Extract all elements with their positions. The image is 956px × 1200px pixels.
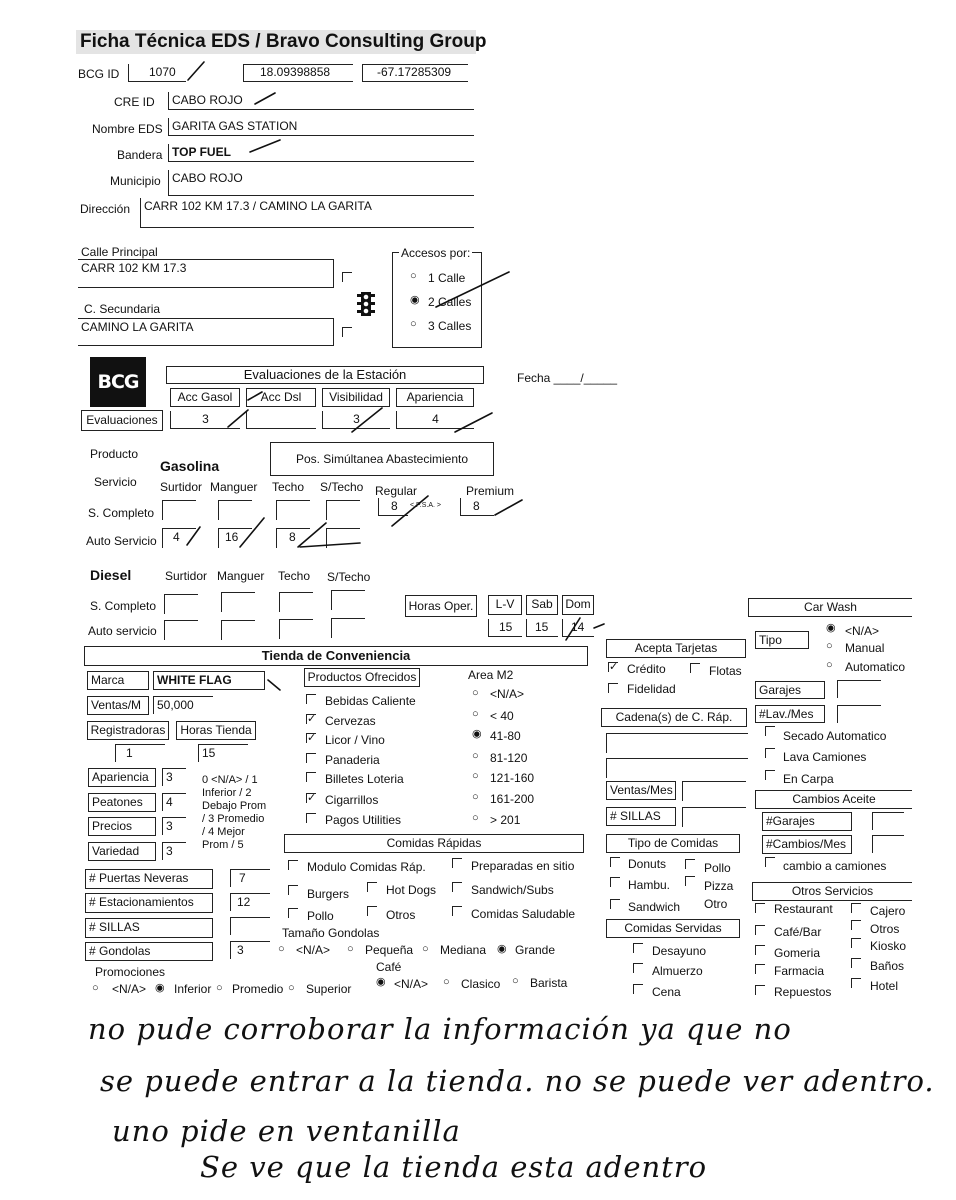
note-line-1: no pude corroborar la información ya que no [88, 1012, 792, 1046]
promo-inferior-radio[interactable]: ◉ [155, 982, 165, 994]
calle-principal-label: Calle Principal [81, 245, 158, 259]
registradoras-field[interactable]: 1 [115, 744, 165, 762]
gas-col-stecho: S/Techo [320, 480, 364, 494]
promociones-label: Promociones [95, 965, 166, 979]
accesos-2-label: 2 Calles [428, 295, 472, 309]
dsl-col-manguer: Manguer [217, 569, 265, 583]
note-line-3: uno pide en ventanilla [112, 1114, 461, 1148]
rating-variedad-value[interactable]: 3 [162, 842, 186, 860]
secado-label: Secado Automatico [783, 729, 887, 743]
tamano-na-label: <N/A> [296, 943, 331, 957]
dsl-col-techo: Techo [278, 569, 311, 583]
promo-na-label: <N/A> [112, 982, 147, 996]
modulo-label: Modulo Comidas Ráp. [307, 860, 426, 874]
area-201-label: > 201 [490, 813, 521, 827]
scale-line-2: Inferior / 2 [202, 787, 252, 799]
cafe-clasico-label: Clasico [461, 977, 501, 991]
registradoras-label: Registradoras [87, 721, 169, 740]
hotdogs-label: Hot Dogs [386, 883, 437, 897]
tamano-pequena-radio[interactable]: ○ [347, 943, 354, 955]
prod-panaderia-label: Panaderia [325, 753, 380, 767]
tamano-grande-radio[interactable]: ◉ [497, 943, 507, 955]
preparadas-label: Preparadas en sitio [471, 859, 575, 873]
accesos-3-label: 3 Calles [428, 319, 472, 333]
scale-line-3: Debajo Prom [202, 800, 267, 812]
servicio-label: Servicio [94, 475, 137, 489]
ventas-m-field[interactable]: 50,000 [153, 696, 213, 714]
prod-bebidas-label: Bebidas Caliente [325, 694, 416, 708]
cw-na-label: <N/A> [845, 624, 880, 638]
producto-label: Producto [90, 447, 139, 461]
prod-pagos-label: Pagos Utilities [325, 813, 402, 827]
otros-servicios-title: Otros Servicios [752, 882, 912, 901]
horas-lv-value[interactable]: 15 [488, 619, 522, 637]
area-161-200-label: 161-200 [490, 792, 535, 806]
cre-id-label: CRE ID [114, 95, 155, 109]
productos-title: Productos Ofrecidos [304, 668, 420, 687]
premium-value[interactable]: 8 [460, 498, 494, 516]
page-title: Ficha Técnica EDS / Bravo Consulting Group [80, 31, 487, 52]
area-121-160-label: 121-160 [490, 771, 535, 785]
bandera-label: Bandera [117, 148, 163, 162]
estacionamientos-label: # Estacionamientos [85, 893, 213, 913]
pizza-label: Pizza [704, 879, 734, 893]
horas-col-sab: Sab [526, 595, 558, 615]
premium-label: Premium [466, 484, 515, 498]
accesos-1-label: 1 Calle [428, 271, 466, 285]
car-wash-title: Car Wash [748, 598, 912, 617]
area-40-label: < 40 [490, 709, 514, 723]
rating-apariencia-value[interactable]: 3 [162, 768, 186, 786]
gondolas-field[interactable]: 3 [230, 941, 270, 959]
bcg-logo: BCG [90, 357, 146, 407]
accesos-1-radio[interactable]: ○ [410, 270, 417, 282]
accesos-label: Accesos por: [401, 246, 471, 260]
municipio-label: Municipio [110, 174, 161, 188]
cafe-label: Café [376, 960, 402, 974]
eval-visibilidad-value[interactable]: 3 [322, 411, 390, 429]
estacionamientos-field[interactable]: 12 [230, 893, 270, 911]
cafe-clasico-radio[interactable]: ○ [443, 976, 450, 988]
evaluaciones-label: Evaluaciones [81, 410, 163, 431]
gas-as-surtidor[interactable]: 4 [162, 528, 196, 548]
comidas-rapidas-title: Comidas Rápidas [284, 834, 584, 853]
area-201-radio[interactable]: ○ [472, 812, 479, 824]
cambios-aceite-title: Cambios Aceite [755, 790, 912, 809]
gas-col-techo: Techo [272, 480, 305, 494]
cajero-label: Cajero [870, 904, 906, 918]
cre-id-field[interactable]: CABO ROJO [168, 92, 474, 110]
burgers-label: Burgers [307, 887, 350, 901]
cena-label: Cena [652, 985, 681, 999]
prod-licor-label: Licor / Vino [325, 733, 385, 747]
bcg-id-label: BCG ID [78, 67, 120, 81]
cw-auto-label: Automatico [845, 660, 906, 674]
en-carpa-label: En Carpa [783, 772, 834, 786]
tamano-grande-label: Grande [515, 943, 556, 957]
eval-col-acc-dsl: Acc Dsl [246, 388, 316, 407]
cafe-na-radio[interactable]: ◉ [376, 976, 386, 988]
puertas-neveras-field[interactable]: 7 [230, 869, 270, 887]
cw-manual-label: Manual [845, 641, 885, 655]
gasolina-title: Gasolina [160, 458, 220, 474]
promo-superior-label: Superior [306, 982, 352, 996]
garajes-label: Garajes [755, 681, 825, 699]
puertas-neveras-label: # Puertas Neveras [85, 869, 213, 889]
dsl-col-surtidor: Surtidor [165, 569, 208, 583]
pos-simultanea-label: Pos. Simúltanea Abastecimiento [270, 442, 494, 476]
promo-promedio-radio[interactable]: ○ [216, 982, 223, 994]
area-na-label: <N/A> [490, 687, 525, 701]
scale-line-5: / 4 Mejor [202, 826, 245, 838]
ventas-m-label: Ventas/M [87, 696, 149, 715]
gas-col-manguer: Manguer [210, 480, 258, 494]
area-41-80-radio[interactable]: ◉ [472, 728, 482, 740]
hambu-label: Hambu. [628, 878, 671, 892]
scale-line-4: / 3 Promedio [202, 813, 265, 825]
longitude-field[interactable]: -67.17285309 [362, 64, 468, 82]
donuts-label: Donuts [628, 857, 667, 871]
prod-cervezas-checkbox[interactable]: ✓ [307, 713, 317, 725]
restaurant-label: Restaurant [774, 902, 833, 916]
horas-tienda-label: Horas Tienda [176, 721, 256, 740]
cw-manual-radio[interactable]: ○ [826, 640, 833, 652]
area-40-radio[interactable]: ○ [472, 708, 479, 720]
eval-apariencia-value[interactable]: 4 [396, 411, 474, 429]
gomeria-label: Gomeria [774, 946, 821, 960]
promo-na-radio[interactable]: ○ [92, 982, 99, 994]
flotas-label: Flotas [709, 664, 742, 678]
evaluaciones-title: Evaluaciones de la Estación [166, 366, 484, 384]
credito-checkbox[interactable]: ✓ [609, 661, 619, 673]
eval-acc-gasol-value[interactable]: 3 [170, 411, 240, 429]
rating-precios-value[interactable]: 3 [162, 817, 186, 835]
sandwich-tipo-label: Sandwich [628, 900, 681, 914]
area-81-120-radio[interactable]: ○ [472, 750, 479, 762]
prod-billetes-label: Billetes Loteria [325, 772, 404, 786]
regular-value[interactable]: 8 [378, 498, 408, 516]
cambios-garajes-label: #Garajes [762, 812, 852, 831]
accesos-3-radio[interactable]: ○ [410, 318, 417, 330]
dsl-col-stecho: S/Techo [327, 570, 371, 584]
area-m2-label: Area M2 [468, 668, 514, 682]
desayuno-label: Desayuno [652, 944, 707, 958]
hotel-label: Hotel [870, 979, 899, 993]
saludable-label: Comidas Saludable [471, 907, 576, 921]
calle-secundaria-label: C. Secundaria [84, 302, 161, 316]
banos-label: Baños [870, 959, 905, 973]
area-41-80-label: 41-80 [490, 729, 521, 743]
promo-superior-radio[interactable]: ○ [288, 982, 295, 994]
tamano-pequena-label: Pequeña [365, 943, 414, 957]
area-121-160-radio[interactable]: ○ [472, 770, 479, 782]
calle-principal-field[interactable]: CARR 102 KM 17.3 [78, 260, 334, 288]
nombre-eds-label: Nombre EDS [92, 122, 163, 136]
direccion-label: Dirección [80, 202, 131, 216]
rating-precios-label: Precios [88, 817, 156, 836]
diesel-title: Diesel [90, 567, 132, 583]
prod-cervezas-label: Cervezas [325, 714, 376, 728]
rating-variedad-label: Variedad [88, 842, 156, 861]
credito-label: Crédito [627, 662, 666, 676]
tienda-title: Tienda de Conveniencia [84, 646, 588, 666]
area-161-200-radio[interactable]: ○ [472, 791, 479, 803]
horas-col-lv: L-V [488, 595, 522, 615]
fecha-label: Fecha ____/_____ [517, 371, 618, 385]
ventas-mes-label: Ventas/Mes [606, 781, 676, 800]
gas-auto-servicio-label: Auto Servicio [86, 534, 157, 548]
tarjetas-sillas-label: # SILLAS [606, 807, 676, 826]
psa-note: < P.S.A. > [410, 502, 442, 509]
fidelidad-label: Fidelidad [627, 682, 676, 696]
cw-na-radio[interactable]: ◉ [826, 622, 836, 634]
horas-sab-value[interactable]: 15 [526, 619, 558, 637]
rating-peatones-label: Peatones [88, 793, 156, 812]
rating-peatones-value[interactable]: 4 [162, 793, 186, 811]
latitude-field[interactable]: 18.09398858 [243, 64, 353, 82]
tamano-mediana-label: Mediana [440, 943, 487, 957]
dsl-auto-servicio-label: Auto servicio [88, 624, 157, 638]
cafe-barista-radio[interactable]: ○ [512, 975, 519, 987]
tamano-gondolas-label: Tamaño Gondolas [282, 926, 380, 940]
calle-secundaria-field[interactable]: CAMINO LA GARITA [78, 318, 334, 346]
pollo-tipo-label: Pollo [704, 861, 731, 875]
dsl-s-completo-label: S. Completo [90, 599, 157, 613]
acepta-tarjetas-title: Acepta Tarjetas [606, 639, 746, 658]
cafe-barista-label: Barista [530, 976, 568, 990]
cadena-label: Cadena(s) de C. Ráp. [601, 708, 747, 727]
lava-camiones-label: Lava Camiones [783, 750, 867, 764]
horas-col-dom: Dom [562, 595, 594, 615]
sandwich-subs-label: Sandwich/Subs [471, 883, 554, 897]
accesos-2-radio[interactable]: ◉ [410, 294, 420, 306]
tamano-mediana-radio[interactable]: ○ [422, 943, 429, 955]
car-wash-tipo-label: Tipo [755, 631, 809, 649]
horas-oper-label: Horas Oper. [405, 595, 477, 617]
otros-serv-label: Otros [870, 922, 900, 936]
otro-tipo-label: Otro [704, 897, 728, 911]
cafe-na-label: <N/A> [394, 977, 429, 991]
gas-s-completo-label: S. Completo [88, 506, 155, 520]
note-line-4: Se ve que la tienda esta adentro [200, 1150, 708, 1184]
gondolas-label: # Gondolas [85, 942, 213, 961]
cafe-bar-label: Café/Bar [774, 925, 822, 939]
horas-tienda-field[interactable]: 15 [198, 744, 248, 762]
area-na-radio[interactable]: ○ [472, 687, 479, 699]
otros-comida-label: Otros [386, 908, 416, 922]
gas-as-techo[interactable]: 8 [276, 528, 310, 548]
direccion-field[interactable]: CARR 102 KM 17.3 / CAMINO LA GARITA [140, 198, 474, 228]
marca-field[interactable]: WHITE FLAG [153, 671, 265, 690]
farmacia-label: Farmacia [774, 964, 825, 978]
prod-licor-checkbox[interactable]: ✓ [307, 732, 317, 744]
bcg-id-field[interactable]: 1070 [128, 64, 186, 82]
eval-col-apariencia: Apariencia [396, 388, 474, 407]
area-81-120-label: 81-120 [490, 751, 528, 765]
cambio-camiones-label: cambio a camiones [783, 859, 887, 873]
nombre-eds-field[interactable]: GARITA GAS STATION [168, 118, 474, 136]
eval-col-visibilidad: Visibilidad [322, 388, 390, 407]
bandera-field[interactable]: TOP FUEL [168, 144, 474, 162]
scale-line-1: 0 <N/A> / 1 [202, 774, 258, 786]
note-line-2: se puede entrar a la tienda. no se puede ver adentro. [100, 1064, 935, 1098]
rating-apariencia-label: Apariencia [88, 768, 156, 787]
municipio-field[interactable]: CABO ROJO [168, 170, 474, 196]
cw-auto-radio[interactable]: ○ [826, 659, 833, 671]
gas-col-surtidor: Surtidor [160, 480, 203, 494]
tamano-na-radio[interactable]: ○ [278, 943, 285, 955]
marca-label: Marca [87, 671, 149, 690]
tipo-comidas-title: Tipo de Comidas [606, 834, 740, 853]
cambios-mes-label: #Cambios/Mes [762, 835, 852, 854]
gas-as-manguer[interactable]: 16 [218, 528, 252, 548]
sillas-label: # SILLAS [85, 918, 213, 938]
repuestos-label: Repuestos [774, 985, 832, 999]
kiosko-label: Kiosko [870, 939, 907, 953]
promo-inferior-label: Inferior [174, 982, 212, 996]
regular-label: Regular [375, 484, 418, 498]
promo-promedio-label: Promedio [232, 982, 284, 996]
prod-cigarrillos-checkbox[interactable]: ✓ [307, 792, 317, 804]
pollo-label: Pollo [307, 909, 334, 923]
horas-dom-value[interactable]: 14 [562, 619, 594, 637]
comidas-servidas-title: Comidas Servidas [606, 919, 740, 938]
almuerzo-label: Almuerzo [652, 964, 703, 978]
prod-cigarrillos-label: Cigarrillos [325, 793, 379, 807]
scale-line-6: Prom / 5 [202, 839, 244, 851]
lav-mes-label: #Lav./Mes [755, 705, 825, 723]
eval-col-acc-gasol: Acc Gasol [170, 388, 240, 407]
